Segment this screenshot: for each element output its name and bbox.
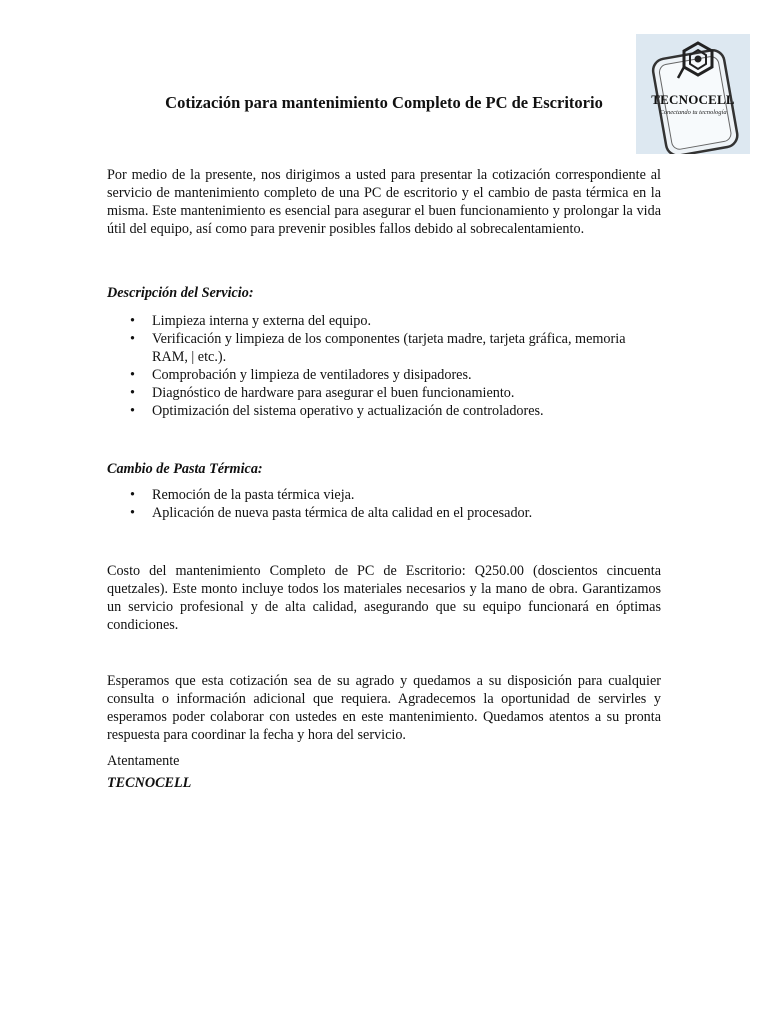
- list-item: • Aplicación de nueva pasta térmica de alta calidad en el procesador.: [152, 504, 661, 522]
- service-heading: Descripción del Servicio:: [107, 285, 254, 301]
- document-body: [107, 166, 661, 792]
- list-item: • Diagnóstico de hardware para asegurar el buen funcionamiento.: [152, 384, 661, 402]
- signature: TECNOCELL: [107, 775, 192, 791]
- list-item: • Verificación y limpieza de los componentes (tarjeta madre, tarjeta gráfica, memoria RAM, | etc.).: [152, 330, 661, 366]
- list-item: • Remoción de la pasta térmica vieja.: [152, 486, 661, 504]
- list-item: • Comprobación y limpieza de ventiladores y disipadores.: [152, 366, 661, 384]
- service-list: [107, 312, 661, 420]
- logo-name: TECNOCELL: [651, 92, 735, 107]
- list-item: • Optimización del sistema operativo y actualización de controladores.: [152, 402, 661, 420]
- logo-tagline: Conectando tu tecnología: [659, 109, 727, 116]
- list-item: • Limpieza interna y externa del equipo.: [152, 312, 661, 330]
- thermal-paste-heading: Cambio de Pasta Térmica:: [107, 461, 263, 477]
- thermal-paste-list: [107, 486, 661, 522]
- sign-off: Atentamente: [107, 753, 180, 769]
- cost-paragraph: Costo del mantenimiento Completo de PC de Escritorio: Q250.00 (doscientos cincuenta quetzales). Este monto incluye todos los materiales necesarios y la mano de obra. Garantizamos un servicio profesional y de alta calidad, asegurando que su equipo funcionará en óptimas condiciones.: [107, 563, 661, 633]
- closing-paragraph: Esperamos que esta cotización sea de su agrado y quedamos a su disposición para cualquier consulta o información adicional que requiera. Agradecemos la oportunidad de servirles y esperamos poder colaborar con ustedes en este mantenimiento. Quedamos atentos a su pronta respuesta para coordinar la fecha y hora del servicio.: [107, 673, 661, 743]
- document-title: Cotización para mantenimiento Completo de PC de Escritorio: [165, 93, 603, 112]
- intro-paragraph: Por medio de la presente, nos dirigimos a usted para presentar la cotización correspondiente al servicio de mantenimiento completo de una PC de escritorio y el cambio de pasta térmica en la misma. Este mantenimiento es esencial para asegurar el buen funcionamiento y prolongar la vida útil del equipo, así como para prevenir posibles fallos debido al sobrecalentamiento.: [107, 167, 661, 237]
